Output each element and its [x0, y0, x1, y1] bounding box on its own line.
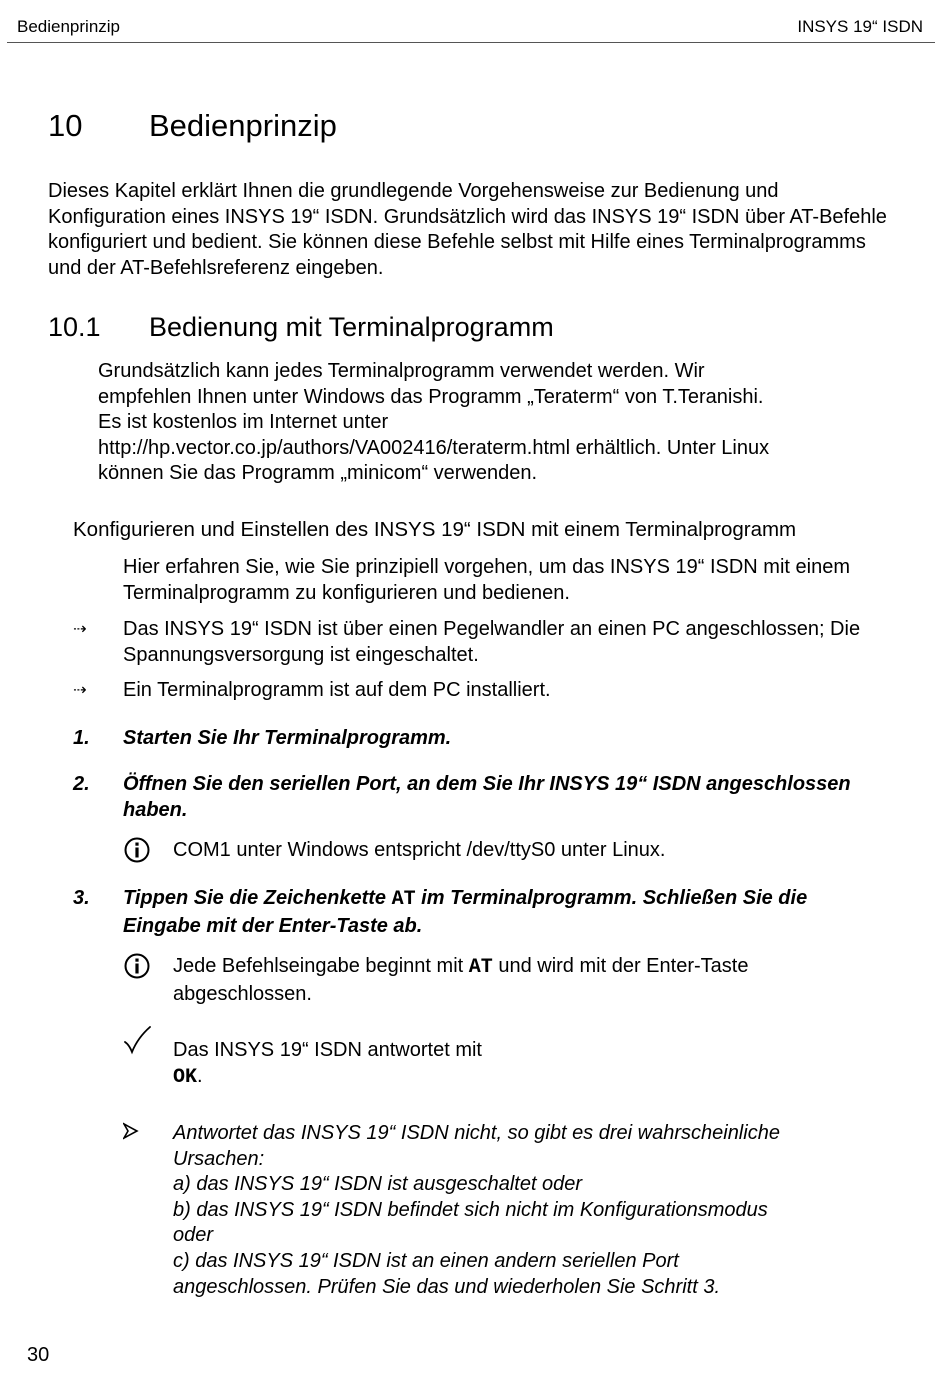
info-icon: [123, 837, 153, 867]
section-body-line: Grundsätzlich kann jedes Terminalprogramm verwendet werden. Wir: [98, 360, 705, 382]
note-text: COM1 unter Windows entspricht /dev/ttyS0 unter Linux.: [173, 839, 666, 861]
code-ok: OK: [173, 1066, 198, 1089]
arrow-right-icon: ⇢: [73, 682, 87, 699]
header-divider: [7, 42, 935, 43]
procedure-heading: Konfigurieren und Einstellen des INSYS 19“ ISDN mit einem Terminalprogramm: [73, 518, 797, 541]
result-line: Das INSYS 19“ ISDN antwortet mit: [173, 1039, 482, 1061]
hint-line: angeschlossen. Prüfen Sie das und wiederholen Sie Schritt 3.: [173, 1275, 721, 1298]
section-body-line: empfehlen Ihnen unter Windows das Programm „Teraterm“ von T.Teranishi.: [98, 385, 764, 408]
info-icon: [123, 953, 153, 983]
arrowhead-icon: [123, 1122, 139, 1148]
section-title: Bedienung mit Terminalprogramm: [149, 312, 554, 342]
step-text: Öffnen Sie den seriellen Port, an dem Sie Ihr INSYS 19“ ISDN angeschlossen haben.: [123, 773, 851, 821]
running-header-chapter: Bedienprinzip: [17, 17, 121, 36]
code-at: AT: [391, 888, 416, 911]
step-text: [123, 885, 883, 939]
result-end: .: [197, 1065, 203, 1087]
section-heading: [48, 312, 554, 343]
hint-line: c) das INSYS 19“ ISDN ist an einen andern seriellen Port: [173, 1249, 679, 1272]
running-header-product: INSYS 19“ ISDN: [797, 17, 923, 36]
step-number: 1.: [73, 727, 90, 749]
procedure-intro: Hier erfahren Sie, wie Sie prinzipiell vorgehen, um das INSYS 19“ ISDN mit einem Terminalprogramm zu konfigurieren und bedienen.: [123, 556, 850, 604]
chapter-title: Bedienprinzip: [149, 108, 337, 143]
prerequisite-text: Das INSYS 19“ ISDN ist über einen Pegelwandler an einen PC angeschlossen; Die Spannungsversorgung ist eingeschaltet.: [123, 618, 861, 666]
arrow-right-icon: ⇢: [73, 621, 87, 638]
prerequisite-text: Ein Terminalprogramm ist auf dem PC installiert.: [123, 679, 551, 701]
chapter-intro: Dieses Kapitel erklärt Ihnen die grundlegende Vorgehensweise zur Bedienung und Konfiguration eines INSYS 19“ ISDN. Grundsätzlich wird das INSYS 19“ ISDN über AT-Befehle konfiguriert und bedient. Sie können diese Befehle selbst mit Hilfe eines Terminalprogramms und der AT-Befehlsreferenz eingeben.: [48, 180, 887, 279]
chapter-number: 10: [48, 108, 83, 143]
hint-line: Ursachen:: [173, 1147, 265, 1170]
step-number: 2.: [73, 773, 90, 795]
note-text-part: und wird mit der Enter-Taste abgeschlossen.: [173, 955, 749, 1005]
section-body-line: Es ist kostenlos im Internet unter: [98, 411, 389, 434]
hint-line: a) das INSYS 19“ ISDN ist ausgeschaltet oder: [173, 1173, 583, 1196]
section-body-line: können Sie das Programm „minicom“ verwenden.: [98, 462, 538, 485]
note-text: [173, 953, 873, 1007]
step-text-part: im Terminalprogramm. Schließen Sie die Eingabe mit der Enter-Taste ab.: [123, 887, 808, 937]
hint-line: Antwortet das INSYS 19“ ISDN nicht, so gibt es drei wahrscheinliche: [173, 1122, 780, 1144]
hint-text: [173, 1121, 873, 1300]
step-number: 3.: [73, 887, 90, 909]
section-body: [98, 359, 898, 487]
hint-line: oder: [173, 1224, 214, 1247]
step-text: Starten Sie Ihr Terminalprogramm.: [123, 727, 452, 749]
hint-line: b) das INSYS 19“ ISDN befindet sich nicht im Konfigurationsmodus: [173, 1198, 768, 1221]
code-at: AT: [468, 956, 493, 979]
note-text-part: Jede Befehlseingabe beginnt mit: [173, 955, 469, 977]
section-body-line: http://hp.vector.co.jp/authors/VA002416/teraterm.html erhältlich. Unter Linux: [98, 436, 770, 459]
checkmark-icon: [123, 1025, 151, 1061]
result-text: [173, 1037, 573, 1091]
step-text-part: Tippen Sie die Zeichenkette: [123, 887, 392, 909]
chapter-heading: [48, 108, 337, 144]
section-number: 10.1: [48, 312, 101, 342]
page-number: 30: [27, 1344, 50, 1366]
